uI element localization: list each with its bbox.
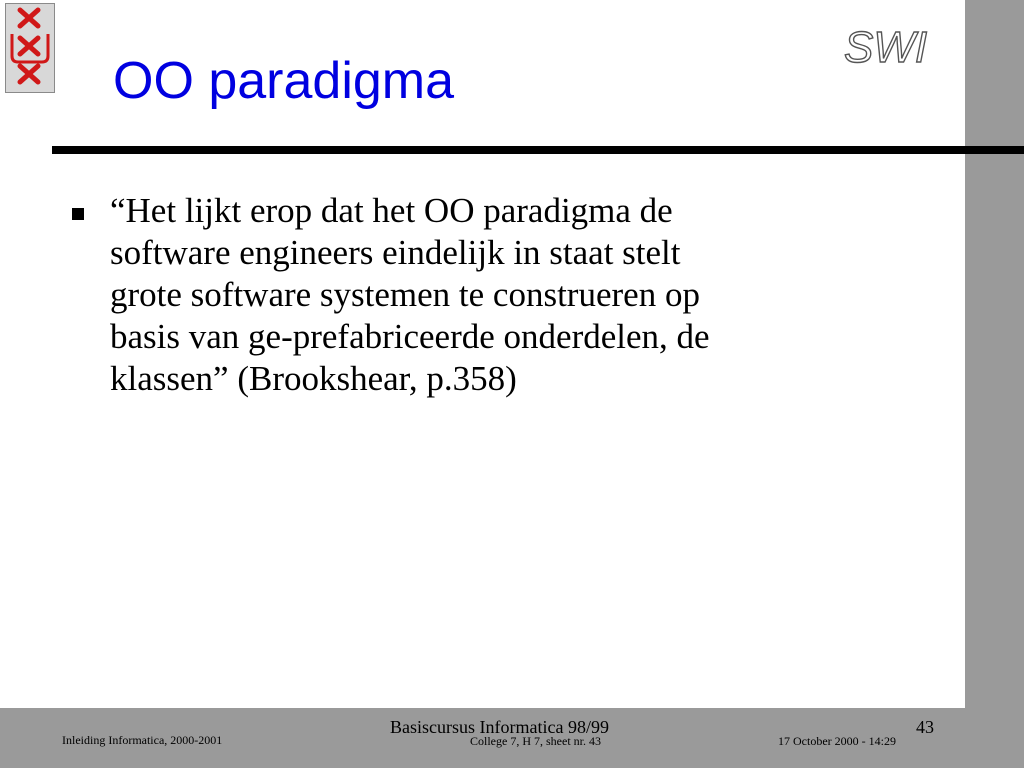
- uva-crest-icon: [5, 3, 55, 93]
- slide-title: OO paradigma: [113, 52, 455, 110]
- footer-course: Inleiding Informatica, 2000-2001: [62, 733, 223, 747]
- footer-sheet-info: College 7, H 7, sheet nr. 43: [470, 734, 601, 748]
- title-divider: [52, 146, 1024, 154]
- bullet-text: “Het lijkt erop dat het OO paradigma de software engineers eindelijk in staat stelt grote software systemen te construeren op basis van ge-prefabriceerde onderdelen, de klassen” (Brookshear, p.358): [110, 191, 710, 398]
- right-gray-bar: [965, 0, 1024, 768]
- bullet-square-icon: [72, 208, 84, 220]
- page-number: 43: [916, 717, 934, 737]
- swi-logo-text: SWI: [844, 23, 928, 72]
- footer-title: Basiscursus Informatica 98/99: [390, 717, 609, 737]
- swi-logo: [842, 20, 947, 72]
- footer-date: 17 October 2000 - 14:29: [778, 734, 896, 748]
